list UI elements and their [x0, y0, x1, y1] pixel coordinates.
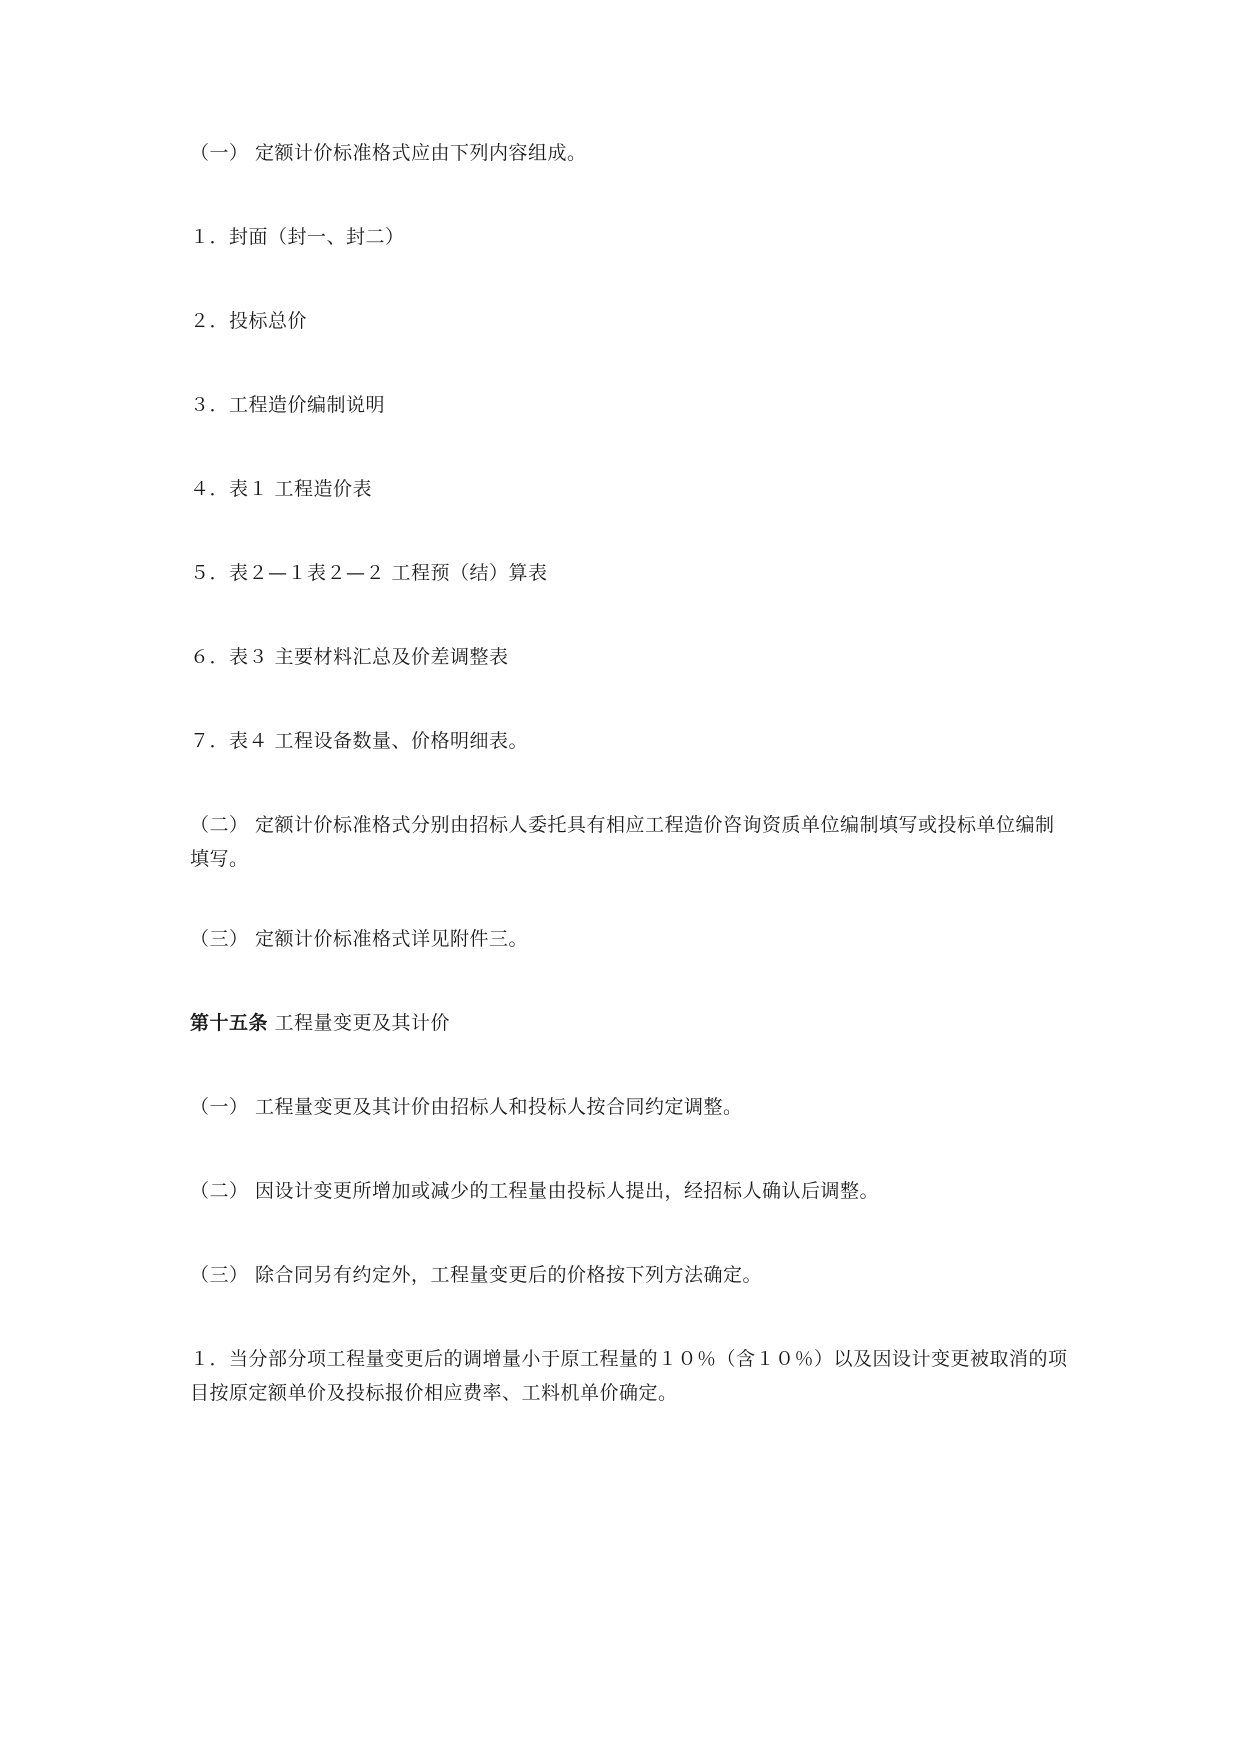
paragraph-5: ４．表１ 工程造价表	[190, 478, 373, 500]
paragraph-2: １．封面（封一、封二）	[190, 226, 405, 248]
article-number: 第十五条	[190, 1012, 269, 1034]
article-title: 工程量变更及其计价	[268, 1012, 451, 1034]
paragraph-14: （三） 除合同另有约定外，工程量变更后的价格按下列方法确定。	[190, 1264, 763, 1286]
paragraph-6: ５．表２—１表２—２ 工程预（结）算表	[190, 562, 548, 584]
section-heading	[190, 1006, 1070, 1040]
paragraph-10: （三） 定额计价标准格式详见附件三。	[190, 928, 529, 950]
paragraph-9: （二） 定额计价标准格式分别由招标人委托具有相应工程造价咨询资质单位编制填写或投标单位编制填写。	[190, 814, 1055, 870]
paragraph-12: （一） 工程量变更及其计价由招标人和投标人按合同约定调整。	[190, 1096, 743, 1118]
paragraph-4: ３．工程造价编制说明	[190, 394, 386, 416]
paragraph-1: （一） 定额计价标准格式应由下列内容组成。	[190, 142, 587, 164]
paragraph-8: ７．表４ 工程设备数量、价格明细表。	[190, 730, 529, 752]
paragraph-7: ６．表３ 主要材料汇总及价差调整表	[190, 646, 509, 668]
paragraph-3: ２．投标总价	[190, 310, 308, 332]
paragraph-13: （二） 因设计变更所增加或减少的工程量由投标人提出，经招标人确认后调整。	[190, 1180, 880, 1202]
paragraph-15: １．当分部分项工程量变更后的调增量小于原工程量的１０％（含１０％）以及因设计变更被取消的项目按原定额单价及投标报价相应费率、工料机单价确定。	[190, 1348, 1068, 1404]
